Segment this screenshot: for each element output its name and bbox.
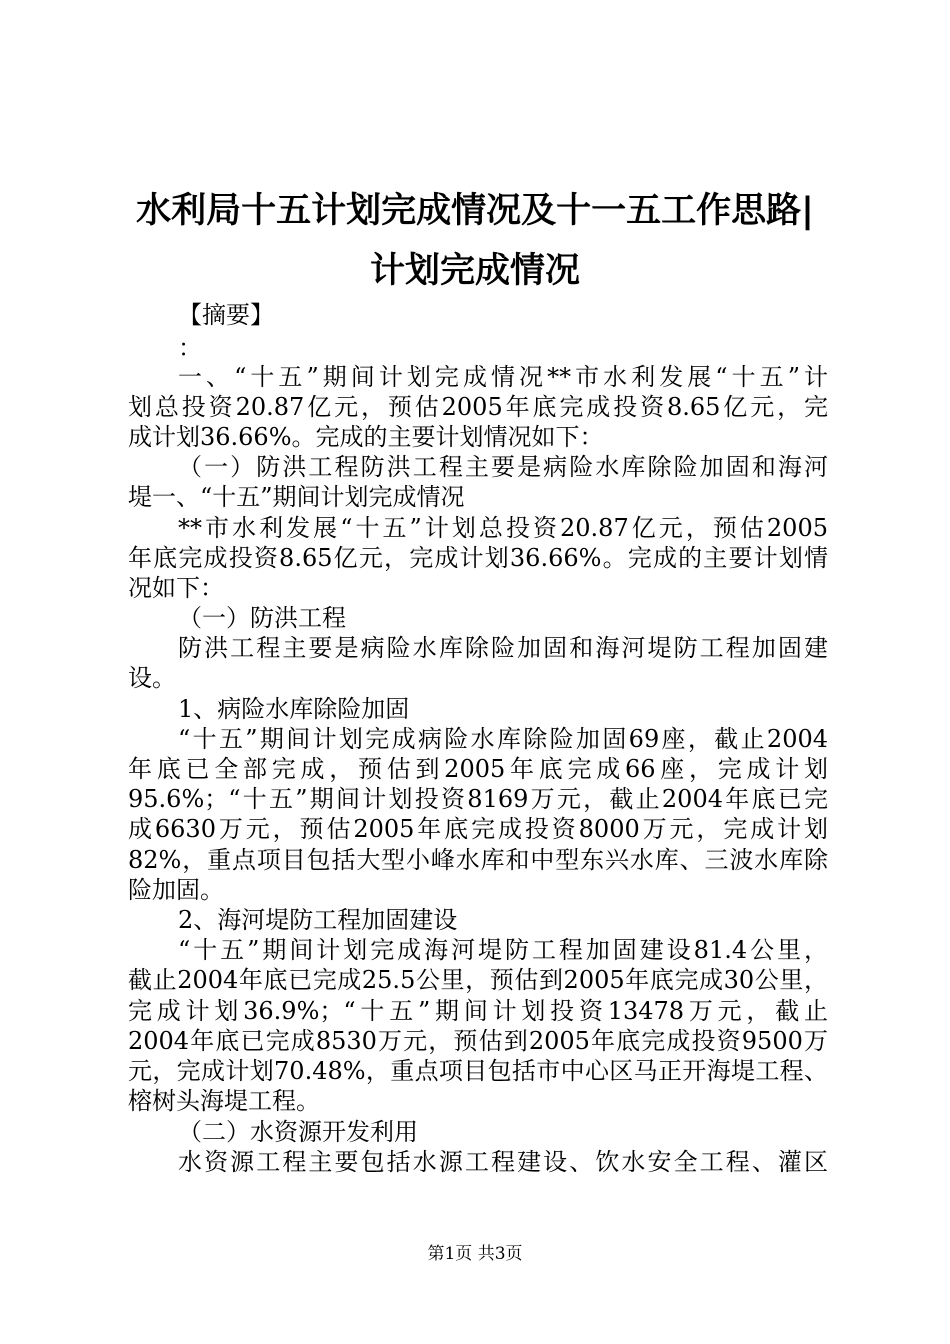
body-line: **市水利发展“十五”计划总投资20.87亿元，预估2005 <box>178 514 828 542</box>
body-line: 元，完成计划70.48%，重点项目包括市中心区马正开海堤工程、 <box>128 1057 828 1085</box>
body-line: 截止2004年底已完成25.5公里，预估到2005年底完成30公里， <box>128 966 828 994</box>
body-line: 设。 <box>128 664 176 692</box>
body-line: 成计划36.66%。完成的主要计划情况如下： <box>128 423 604 451</box>
section-heading: （一）防洪工程 <box>178 604 346 632</box>
body-line: （一）防洪工程防洪工程主要是病险水库除险加固和海河 <box>178 453 828 481</box>
section-heading: （二）水资源开发利用 <box>178 1118 418 1146</box>
body-line: “十五”期间计划完成病险水库除险加固69座，截止2004 <box>178 725 828 753</box>
subsection-heading: 1、病险水库除险加固 <box>178 695 410 723</box>
body-line: 一、“十五”期间计划完成情况**市水利发展“十五”计 <box>178 363 828 391</box>
body-line: 82%，重点项目包括大型小峰水库和中型东兴水库、三波水库除 <box>128 846 828 874</box>
body-line: 完成计划36.9%；“十五”期间计划投资13478万元，截止 <box>128 997 828 1025</box>
body-line: 榕树头海堤工程。 <box>128 1087 320 1115</box>
abstract-colon: ： <box>178 334 202 362</box>
body-line: 堤一、“十五”期间计划完成情况 <box>128 483 465 511</box>
body-line: 年底完成投资8.65亿元，完成计划36.66%。完成的主要计划情 <box>128 544 828 572</box>
body-line: 2004年底已完成8530万元，预估到2005年底完成投资9500万 <box>128 1027 828 1055</box>
document-title-line-1: 水利局十五计划完成情况及十一五工作思路| <box>136 191 814 231</box>
abstract-label: 【摘要】 <box>178 301 274 329</box>
body-line: 水资源工程主要包括水源工程建设、饮水安全工程、灌区 <box>178 1148 828 1176</box>
body-line: 成6630万元，预估2005年底完成投资8000万元，完成计划 <box>128 815 828 843</box>
page-footer: 第1页 共3页 <box>427 1244 523 1264</box>
body-line: 防洪工程主要是病险水库除险加固和海河堤防工程加固建 <box>178 634 828 662</box>
body-line: 年底已全部完成，预估到2005年底完成66座，完成计划 <box>128 755 828 783</box>
body-line: 划总投资20.87亿元，预估2005年底完成投资8.65亿元，完 <box>128 393 828 421</box>
body-line: “十五”期间计划完成海河堤防工程加固建设81.4公里， <box>178 936 828 964</box>
body-line: 况如下： <box>128 574 224 602</box>
body-line: 95.6%；“十五”期间计划投资8169万元，截止2004年底已完 <box>128 785 828 813</box>
subsection-heading: 2、海河堤防工程加固建设 <box>178 906 458 934</box>
document-title-line-2: 计划完成情况 <box>369 251 580 291</box>
body-line: 险加固。 <box>128 876 224 904</box>
